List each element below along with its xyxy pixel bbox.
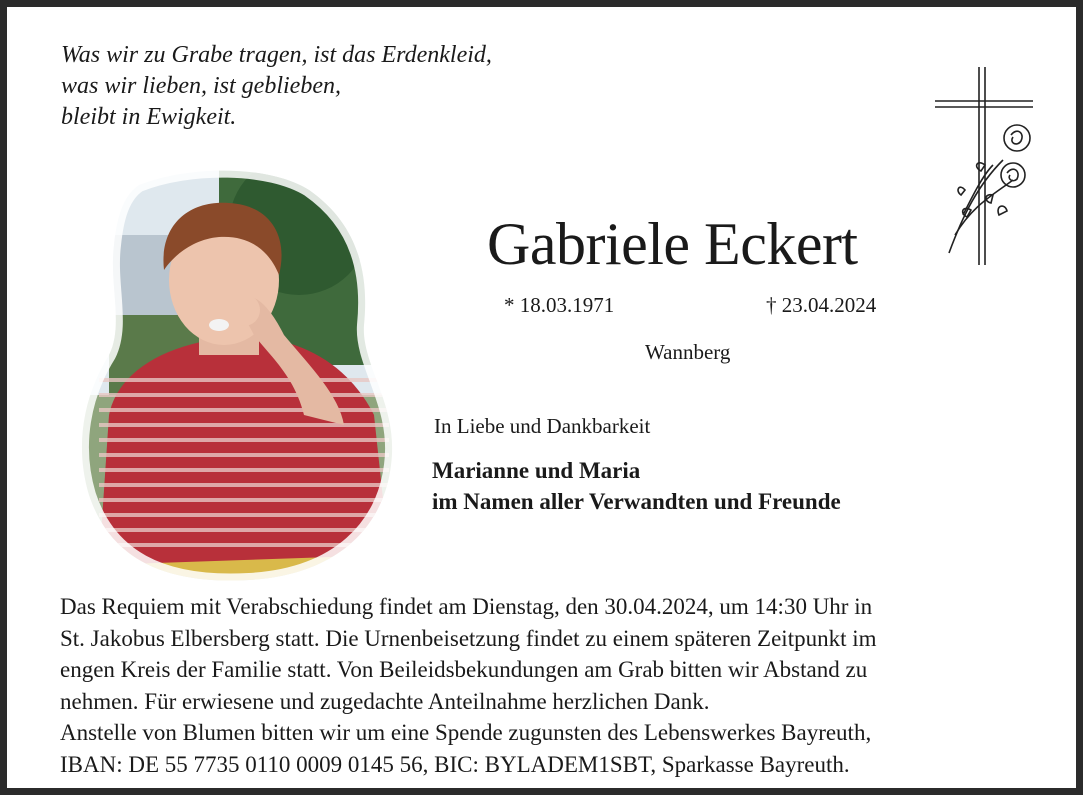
cross-with-roses-icon [933, 65, 1043, 270]
ceremony-notice [60, 591, 877, 780]
notice-line: St. Jakobus Elbersberg statt. Die Urnenbeisetzung findet zu einem späteren Zeitpunkt im [60, 625, 877, 651]
notice-line: engen Kreis der Familie statt. Von Beileidsbekundungen am Grab bitten wir Abstand zu [60, 657, 868, 682]
gratitude-line: In Liebe und Dankbarkeit [434, 414, 651, 438]
notice-line: IBAN: DE 55 7735 0110 0009 0145 56, BIC: BYLADEM1SBT, Sparkasse Bayreuth. [60, 751, 850, 777]
residence-place: Wannberg [645, 340, 731, 364]
mourners-names: Marianne und Maria [432, 458, 641, 483]
mourners-relatives: im Namen aller Verwandten und Freunde [432, 489, 841, 514]
memorial-quote [61, 40, 492, 133]
death-date: † 23.04.2024 [766, 293, 877, 317]
deceased-name: Gabriele Eckert [487, 211, 858, 277]
notice-line: Das Requiem mit Verabschiedung findet am Dienstag, den 30.04.2024, um 14:30 Uhr in [60, 594, 873, 619]
mourners-block [432, 455, 841, 517]
quote-line: bleibt in Ewigkeit. [61, 104, 237, 130]
birth-date: * 18.03.1971 [504, 293, 615, 317]
notice-line: nehmen. Für erwiesene und zugedachte Anteilnahme herzlichen Dank. [60, 688, 710, 714]
quote-line: Was wir zu Grabe tragen, ist das Erdenkleid, [61, 42, 492, 68]
notice-line: Anstelle von Blumen bitten wir um eine Spende zugunsten des Lebenswerkes Bayreuth, [60, 720, 872, 745]
portrait-photo [69, 165, 409, 585]
quote-line: was wir lieben, ist geblieben, [61, 73, 341, 99]
